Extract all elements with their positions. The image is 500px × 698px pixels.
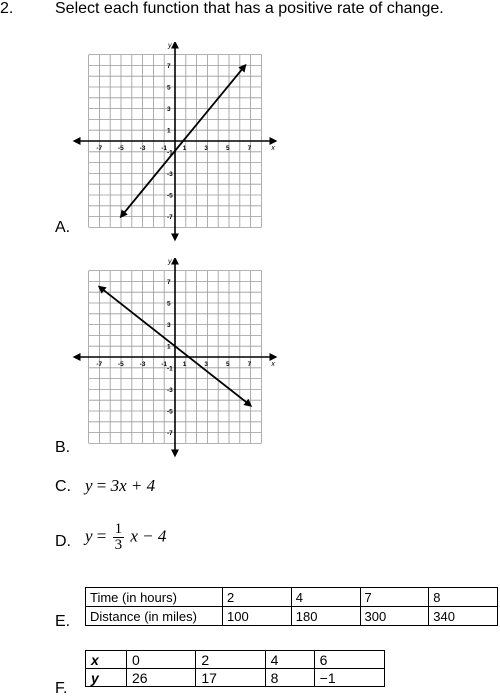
table-cell: −1 [314,669,384,687]
table-cell: 6 [314,651,384,669]
x-tick-label: -1 [161,361,167,368]
table-cell: 7 [360,588,429,607]
option-d-equals: = [96,526,107,546]
x-tick-label: -7 [96,145,103,152]
y-tick-label: -7 [167,430,173,438]
x-tick-label: 1 [182,145,187,152]
option-c-equals: = [96,476,107,495]
x-tick-label: 5 [226,145,230,152]
x-tick-label: -5 [118,145,124,152]
x-tick-label: 7 [247,361,252,368]
table-cell: 100 [223,607,292,626]
y-tick-label: 7 [167,278,171,286]
x-tick-label: -3 [139,361,146,368]
table-cell: y [86,669,127,687]
table-cell: 8 [265,669,314,687]
y-tick-label: 3 [167,106,171,114]
y-tick-label: 1 [167,343,171,351]
option-f-table [85,650,385,687]
table-cell: 17 [196,669,265,687]
table-cell: 340 [429,607,498,626]
option-a-label: A. [55,219,71,236]
table-row [86,607,498,626]
line-segment [183,65,245,141]
option-d-denominator: 3 [114,537,123,553]
table-row [86,588,498,607]
question-text: Select each function that has a positive rate of change. [55,0,444,17]
option-d-lhs: y [85,526,93,546]
x-axis-label: x [271,361,275,368]
option-d-numerator: 1 [114,521,123,537]
table-cell: 0 [127,651,196,669]
y-tick-label: -5 [167,192,173,200]
x-tick-label: 5 [226,361,230,368]
table-cell: 2 [196,651,265,669]
table-row [86,651,385,669]
option-d-label: D. [55,533,71,550]
option-e-table [85,587,498,626]
table-cell: 2 [223,588,292,607]
option-f-label: F. [55,680,68,697]
table-cell: 4 [265,651,314,669]
x-axis-label: x [271,145,275,152]
y-tick-label: -1 [167,365,173,373]
y-tick-label: -3 [167,386,173,394]
option-e-label: E. [55,613,71,630]
table-cell: 300 [360,607,429,626]
y-tick-label: -7 [167,214,173,222]
y-tick-label: 1 [167,127,171,135]
option-c-equation [85,476,155,496]
option-b-label: B. [55,439,71,456]
x-tick-label: -5 [118,361,124,368]
y-axis-label: y [168,42,172,50]
table-cell: 26 [127,669,196,687]
y-tick-label: -1 [167,149,173,157]
y-tick-label: -5 [167,408,173,416]
x-tick-label: 7 [247,145,252,152]
table-cell: 8 [429,588,498,607]
y-axis-label: y [168,258,172,266]
y-tick-label: -3 [167,170,173,178]
x-tick-label: 3 [204,145,209,152]
table-cell: Time (in hours) [86,588,223,607]
line-segment [175,346,251,405]
option-d-equation [85,522,166,553]
table-cell: 4 [291,588,360,607]
x-tick-label: 3 [204,361,209,368]
option-c-lhs: y [85,476,93,495]
option-c-rhs: 3x + 4 [110,476,156,495]
table-cell: x [86,651,127,669]
line-segment [99,287,175,346]
table-row [86,669,385,687]
y-tick-label: 5 [167,300,171,308]
graph-b [60,258,290,458]
table-cell: Distance (in miles) [86,607,223,626]
y-tick-label: 3 [167,322,171,330]
option-d-fraction [113,522,125,553]
y-tick-label: 5 [167,84,171,92]
option-c-label: C. [55,478,71,495]
x-tick-label: -7 [96,361,103,368]
question-number: 2. [0,0,14,17]
x-tick-label: -1 [161,145,167,152]
table-cell: 180 [291,607,360,626]
option-d-rest: x − 4 [130,526,167,546]
x-tick-label: -3 [139,145,146,152]
y-tick-label: 7 [167,62,171,70]
line-segment [121,141,183,217]
x-tick-label: 1 [182,361,187,368]
graph-a [60,42,290,242]
